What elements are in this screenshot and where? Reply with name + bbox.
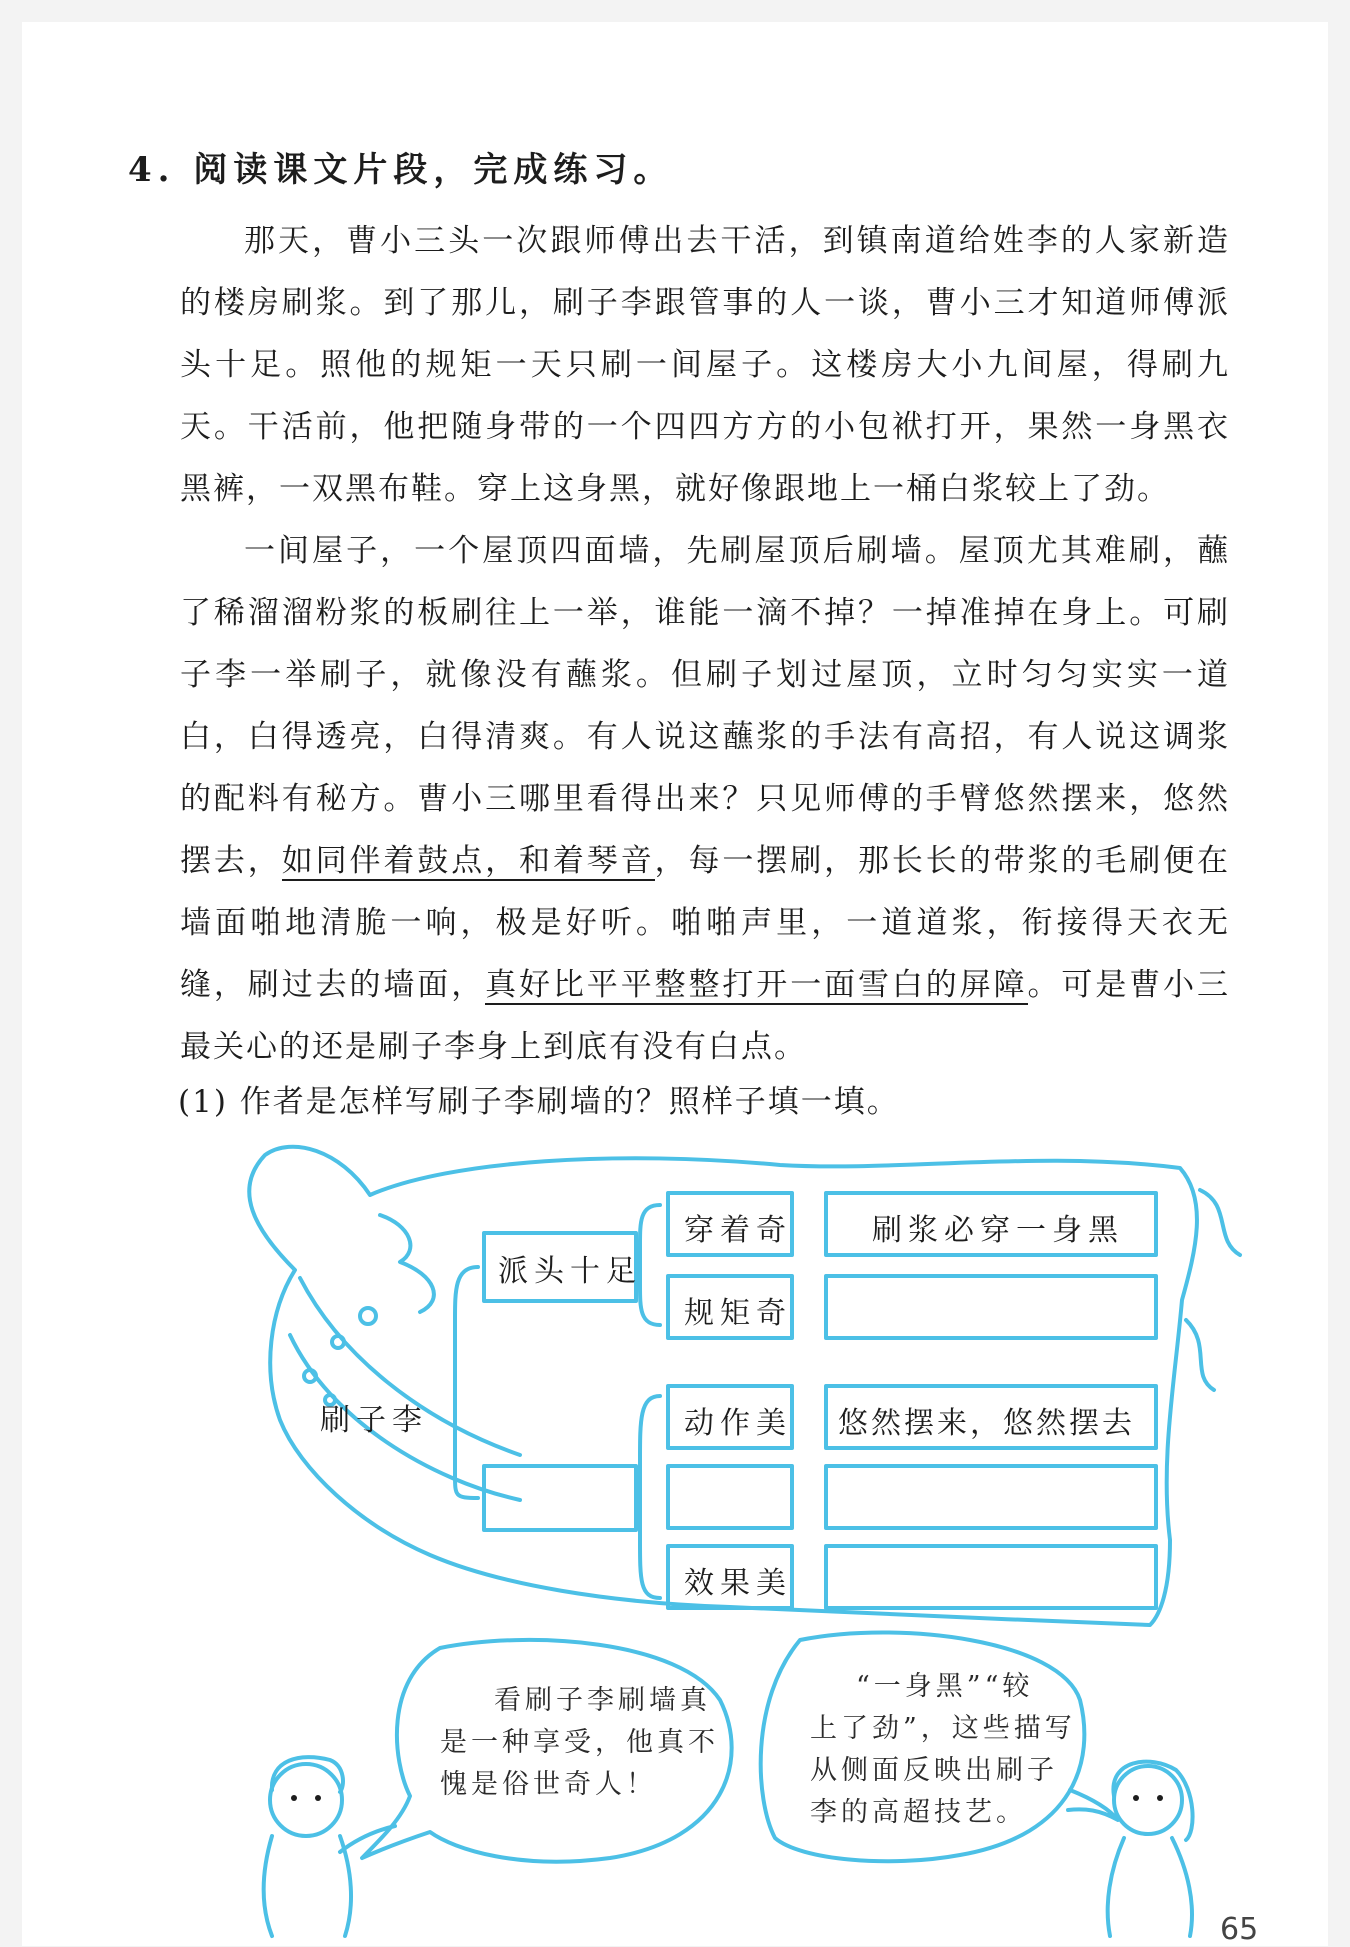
boy-head (270, 1764, 342, 1836)
bubble-line: 是一种享受，他真不 (440, 1727, 719, 1758)
bracket (640, 1396, 660, 1598)
paint-drop (304, 1370, 316, 1382)
wave-mark (1186, 1320, 1214, 1390)
wave-mark (380, 1215, 434, 1312)
boy-body (264, 1836, 351, 1936)
bracket (455, 1267, 478, 1498)
passage-text: 一间屋子，一个屋顶四面墙，先刷屋顶后刷墙。屋顶尤其难刷，蘸了稀溜溜粉浆的板刷往上一举，谁能一滴不掉？一掉准掉在身上。可刷子李一举刷子，就像没有蘸浆。但刷子划过屋顶，立时匀匀实实一道白，白得透亮，白得清爽。有人说这蘸浆的手法有高招，有人说这调浆的配料有秘方。曹小三哪里看得出来？只见师傅的手臂悠然摆来，悠然摆去， (180, 533, 1230, 879)
bubble-line: 从侧面反映出刷子 (810, 1755, 1058, 1786)
answer-blank[interactable] (840, 1288, 1140, 1326)
underlined-phrase-2: 真好比平平整整打开一面雪白的屏障 (485, 967, 1028, 1003)
diagram-root-label: 刷子李 (320, 1403, 428, 1438)
paint-drop (332, 1336, 344, 1348)
sub-label: 动作美 (684, 1406, 792, 1441)
sub-label-blank[interactable] (684, 1478, 780, 1516)
boy-eye (291, 1795, 297, 1801)
girl-eye (1133, 1795, 1139, 1801)
group2-label-blank[interactable] (498, 1478, 622, 1516)
sub-question-1: (1) 作者是怎样写刷子李刷墙的？照样子填一填。 (178, 1084, 900, 1120)
group1-label: 派头十足 (498, 1254, 642, 1289)
underlined-phrase-1: 如同伴着鼓点，和着琴音 (281, 843, 655, 879)
answer-blank[interactable] (840, 1478, 1140, 1516)
girl-bubble-text (810, 1666, 1076, 1834)
boy-eye (315, 1795, 321, 1801)
bubble-line: “一身黑”“较 (856, 1671, 1034, 1702)
page-number: 65 (1220, 1912, 1259, 1947)
girl-eye (1157, 1795, 1163, 1801)
bubble-line: 上了劲”，这些描写 (810, 1713, 1076, 1744)
wave-mark (1200, 1190, 1240, 1255)
girl-dress (1108, 1838, 1192, 1936)
passage-text: 那天，曹小三头一次跟师傅出去干活，到镇南道给姓李的人家新造的楼房刷浆。到了那儿，刷子李跟管事的人一谈，曹小三才知道师傅派头十足。照他的规矩一天只刷一间屋子。这楼房大小九间屋，得刷九天。干活前，他把随身带的一个四四方方的小包袱打开，果然一身黑衣黑裤，一双黑布鞋。穿上这身黑，就好像跟地上一桶白浆较上了劲。 (180, 223, 1230, 507)
passage-text: ，每一摆刷，那长长的带浆的毛刷便在墙面啪地清脆一响，极是好听。啪啪声里，一道道浆，衔接得天衣无缝，刷过去的墙面， (180, 843, 1231, 1003)
sub-label: 效果美 (684, 1566, 792, 1601)
sub-label: 规矩奇 (684, 1296, 792, 1331)
bracket (640, 1205, 660, 1325)
bubble-line: 看刷子李刷墙真 (494, 1685, 711, 1716)
answer-text: 悠然摆来，悠然摆去 (838, 1406, 1135, 1441)
bubble-line: 李的高超技艺。 (810, 1797, 1027, 1828)
answer-text: 刷浆必穿一身黑 (872, 1213, 1124, 1248)
passage-text: 。可是曹小三最关心的还是刷子李身上到底有没有白点。 (180, 967, 1231, 1065)
sub-label: 穿着奇 (684, 1213, 792, 1248)
bubble-line: 愧是俗世奇人！ (440, 1769, 657, 1800)
answer-blank[interactable] (840, 1558, 1140, 1596)
paint-drop (360, 1308, 376, 1324)
question-title: 4. 阅读课文片段，完成练习。 (128, 150, 674, 190)
boy-bubble-text (440, 1680, 719, 1806)
girl-head (1114, 1766, 1182, 1834)
